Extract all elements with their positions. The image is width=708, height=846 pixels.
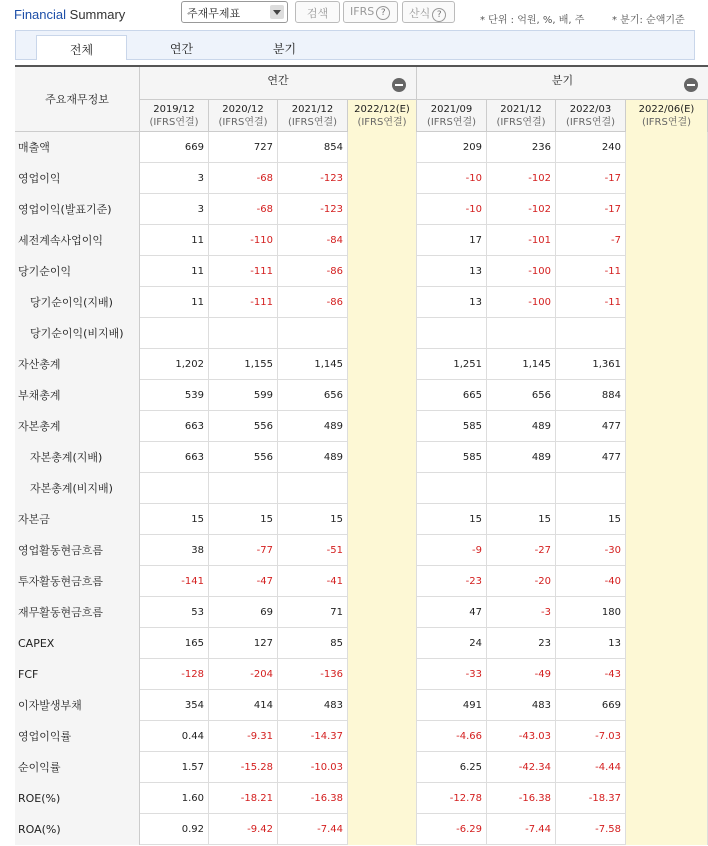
table-cell: [626, 287, 708, 318]
table-cell: -7.44: [278, 814, 348, 845]
table-cell: 489: [487, 411, 556, 442]
row-label: 영업이익률: [15, 721, 140, 752]
table-cell: [626, 721, 708, 752]
table-cell: -10.03: [278, 752, 348, 783]
tab-annual[interactable]: 연간: [169, 42, 194, 56]
table-cell: [626, 132, 708, 163]
statement-select-value: 주재무제표: [187, 7, 241, 20]
table-cell: [626, 256, 708, 287]
column-basis: (IFRS연결): [218, 117, 268, 128]
table-cell: [626, 752, 708, 783]
formula-label: 산식: [409, 7, 431, 20]
table-cell: 489: [278, 411, 348, 442]
row-label: 자본총계: [15, 411, 140, 442]
table-cell: -11: [556, 287, 626, 318]
quarter-basis-note: * 분기: 순액기준: [612, 15, 685, 26]
table-cell: 23: [487, 628, 556, 659]
table-cell: -27: [487, 535, 556, 566]
table-cell: -30: [556, 535, 626, 566]
title-summary: Summary: [69, 7, 126, 22]
table-cell: [348, 659, 417, 690]
column-date: 2021/09: [430, 104, 473, 115]
table-cell: 669: [140, 132, 209, 163]
table-row: [15, 442, 708, 473]
table-row: [15, 597, 708, 628]
table-cell: [626, 783, 708, 814]
search-button[interactable]: 검색: [295, 1, 340, 23]
table-cell: 585: [417, 411, 487, 442]
column-date: 2022/12(E): [354, 104, 410, 115]
table-cell: 414: [209, 690, 278, 721]
table-cell: [626, 194, 708, 225]
table-row: [15, 163, 708, 194]
table-cell: -17: [556, 163, 626, 194]
column-date: 2020/12: [222, 104, 264, 115]
table-cell: [626, 442, 708, 473]
table-cell: 13: [417, 287, 487, 318]
column-header: [556, 100, 626, 132]
table-cell: [556, 473, 626, 504]
table-cell: -23: [417, 566, 487, 597]
table-cell: 0.92: [140, 814, 209, 845]
table-cell: 663: [140, 442, 209, 473]
table-cell: 727: [209, 132, 278, 163]
quarter-group-label: 분기: [551, 74, 574, 87]
table-cell: -204: [209, 659, 278, 690]
row-label: ROE(%): [15, 783, 140, 814]
table-cell: -18.37: [556, 783, 626, 814]
table-cell: [626, 349, 708, 380]
table-cell: -86: [278, 256, 348, 287]
table-cell: [348, 721, 417, 752]
table-cell: 240: [556, 132, 626, 163]
table-cell: 3: [140, 194, 209, 225]
table-cell: 209: [417, 132, 487, 163]
table-cell: [626, 597, 708, 628]
help-icon: ?: [432, 8, 446, 22]
table-cell: -136: [278, 659, 348, 690]
table-cell: -9.31: [209, 721, 278, 752]
table-cell: [626, 473, 708, 504]
table-cell: -16.38: [278, 783, 348, 814]
unit-note: * 단위 : 억원, %, 배, 주: [480, 15, 585, 26]
table-cell: 127: [209, 628, 278, 659]
row-label: 자본총계(비지배): [15, 473, 140, 504]
table-cell: [626, 628, 708, 659]
page-title: [14, 7, 125, 22]
row-label: 부채총계: [15, 380, 140, 411]
collapse-annual-icon[interactable]: [392, 78, 406, 92]
table-cell: -6.29: [417, 814, 487, 845]
table-cell: -86: [278, 287, 348, 318]
row-label: 당기순이익(지배): [15, 287, 140, 318]
table-cell: -102: [487, 194, 556, 225]
table-cell: 483: [278, 690, 348, 721]
table-cell: [348, 752, 417, 783]
table-cell: [348, 256, 417, 287]
table-cell: 1.57: [140, 752, 209, 783]
quarter-group-header: [417, 67, 708, 100]
annual-group-header: [140, 67, 417, 100]
table-row: [15, 690, 708, 721]
column-basis: (IFRS연결): [287, 117, 338, 128]
table-row: [15, 752, 708, 783]
table-cell: -111: [209, 256, 278, 287]
column-header: [348, 100, 417, 132]
table-cell: [348, 442, 417, 473]
row-label: 자본총계(지배): [15, 442, 140, 473]
table-cell: -7.03: [556, 721, 626, 752]
table-cell: -9.42: [209, 814, 278, 845]
column-date: 2021/12: [500, 104, 542, 115]
statement-select[interactable]: [181, 1, 288, 23]
table-cell: 599: [209, 380, 278, 411]
table-cell: -4.44: [556, 752, 626, 783]
table-cell: -33: [417, 659, 487, 690]
table-cell: [278, 473, 348, 504]
formula-help-button[interactable]: [402, 1, 455, 23]
table-cell: [626, 225, 708, 256]
table-cell: 15: [487, 504, 556, 535]
row-label: 자본금: [15, 504, 140, 535]
table-cell: 1,155: [209, 349, 278, 380]
table-cell: -123: [278, 194, 348, 225]
table-cell: -84: [278, 225, 348, 256]
table-cell: 11: [140, 287, 209, 318]
table-cell: -68: [209, 194, 278, 225]
table-cell: -100: [487, 256, 556, 287]
table-row: [15, 473, 708, 504]
table-cell: -7: [556, 225, 626, 256]
table-row: [15, 287, 708, 318]
row-label: 재무활동현금흐름: [15, 597, 140, 628]
table-cell: -14.37: [278, 721, 348, 752]
column-header: [140, 100, 209, 132]
row-label: 영업이익(발표기준): [15, 194, 140, 225]
table-cell: [348, 225, 417, 256]
table-cell: -47: [209, 566, 278, 597]
table-cell: 585: [417, 442, 487, 473]
table-cell: 15: [140, 504, 209, 535]
table-cell: -3: [487, 597, 556, 628]
table-cell: -18.21: [209, 783, 278, 814]
table-cell: [626, 380, 708, 411]
table-cell: -43: [556, 659, 626, 690]
table-cell: -17: [556, 194, 626, 225]
table-cell: 489: [278, 442, 348, 473]
help-icon: ?: [376, 6, 390, 20]
table-cell: 236: [487, 132, 556, 163]
row-label: 투자활동현금흐름: [15, 566, 140, 597]
table-cell: -12.78: [417, 783, 487, 814]
table-cell: 3: [140, 163, 209, 194]
table-cell: 663: [140, 411, 209, 442]
table-cell: [556, 318, 626, 349]
row-label: 매출액: [15, 132, 140, 163]
table-cell: 491: [417, 690, 487, 721]
table-cell: -40: [556, 566, 626, 597]
table-cell: 1.60: [140, 783, 209, 814]
column-date: 2022/03: [569, 104, 612, 115]
row-label: 당기순이익(비지배): [15, 318, 140, 349]
row-label: 세전계속사업이익: [15, 225, 140, 256]
table-cell: 13: [417, 256, 487, 287]
table-cell: 0.44: [140, 721, 209, 752]
table-cell: [348, 535, 417, 566]
table-cell: -10: [417, 194, 487, 225]
table-cell: [348, 194, 417, 225]
tab-quarter[interactable]: 분기: [272, 42, 297, 56]
row-label: 순이익률: [15, 752, 140, 783]
table-cell: 483: [487, 690, 556, 721]
table-row: [15, 380, 708, 411]
column-basis: (IFRS연결): [496, 117, 546, 128]
table-cell: 13: [556, 628, 626, 659]
table-cell: 15: [278, 504, 348, 535]
table-cell: 354: [140, 690, 209, 721]
column-date: 2021/12: [291, 104, 334, 115]
table-cell: -4.66: [417, 721, 487, 752]
table-cell: [626, 411, 708, 442]
table-cell: -111: [209, 287, 278, 318]
financial-table: [15, 65, 708, 845]
table-cell: 11: [140, 225, 209, 256]
chevron-down-icon: [270, 5, 284, 19]
table-cell: [626, 690, 708, 721]
table-cell: [348, 411, 417, 442]
table-cell: 665: [417, 380, 487, 411]
period-tabs: [15, 30, 695, 60]
annual-group-label: 연간: [267, 74, 289, 87]
row-label: FCF: [15, 659, 140, 690]
table-row: [15, 814, 708, 845]
column-basis: (IFRS연결): [149, 117, 199, 128]
table-cell: [348, 163, 417, 194]
column-header: [487, 100, 556, 132]
table-cell: [348, 566, 417, 597]
table-cell: [626, 814, 708, 845]
table-cell: 477: [556, 442, 626, 473]
column-date: 2022/06(E): [638, 104, 695, 115]
table-cell: 38: [140, 535, 209, 566]
ifrs-help-button[interactable]: [343, 1, 398, 23]
table-cell: 6.25: [417, 752, 487, 783]
table-cell: 556: [209, 442, 278, 473]
table-cell: [348, 783, 417, 814]
table-cell: 180: [556, 597, 626, 628]
table-cell: 884: [556, 380, 626, 411]
table-cell: 854: [278, 132, 348, 163]
table-cell: [348, 318, 417, 349]
table-cell: 165: [140, 628, 209, 659]
table-cell: 69: [209, 597, 278, 628]
table-cell: -41: [278, 566, 348, 597]
table-cell: [348, 349, 417, 380]
table-cell: -9: [417, 535, 487, 566]
table-row: [15, 628, 708, 659]
column-header: [417, 100, 487, 132]
table-cell: [487, 318, 556, 349]
table-cell: [348, 504, 417, 535]
table-cell: -101: [487, 225, 556, 256]
table-cell: -49: [487, 659, 556, 690]
table-cell: [209, 318, 278, 349]
row-label: 자산총계: [15, 349, 140, 380]
column-basis: (IFRS연결): [565, 117, 616, 128]
table-cell: 477: [556, 411, 626, 442]
table-cell: -20: [487, 566, 556, 597]
table-cell: 1,145: [487, 349, 556, 380]
table-cell: 656: [278, 380, 348, 411]
table-cell: [348, 473, 417, 504]
table-cell: [348, 132, 417, 163]
table-row: [15, 566, 708, 597]
table-cell: -77: [209, 535, 278, 566]
column-header: [626, 100, 708, 132]
table-cell: 47: [417, 597, 487, 628]
title-financial: Financial: [14, 7, 67, 22]
column-header: [209, 100, 278, 132]
row-label: 영업활동현금흐름: [15, 535, 140, 566]
table-row: [15, 721, 708, 752]
table-cell: 656: [487, 380, 556, 411]
table-row: [15, 225, 708, 256]
table-cell: 669: [556, 690, 626, 721]
table-cell: [487, 473, 556, 504]
table-cell: [348, 287, 417, 318]
table-cell: [278, 318, 348, 349]
tab-all[interactable]: 전체: [36, 35, 127, 60]
table-row: [15, 256, 708, 287]
table-cell: [417, 318, 487, 349]
table-cell: -123: [278, 163, 348, 194]
table-row: [15, 504, 708, 535]
table-cell: -7.58: [556, 814, 626, 845]
table-cell: -43.03: [487, 721, 556, 752]
table-cell: [626, 504, 708, 535]
table-cell: -100: [487, 287, 556, 318]
row-label: 이자발생부채: [15, 690, 140, 721]
table-cell: -10: [417, 163, 487, 194]
table-cell: 1,202: [140, 349, 209, 380]
table-cell: 1,251: [417, 349, 487, 380]
table-cell: -42.34: [487, 752, 556, 783]
table-cell: [209, 473, 278, 504]
table-cell: 1,145: [278, 349, 348, 380]
table-cell: -7.44: [487, 814, 556, 845]
table-row: [15, 318, 708, 349]
table-cell: 556: [209, 411, 278, 442]
table-cell: 15: [556, 504, 626, 535]
table-cell: 85: [278, 628, 348, 659]
table-cell: [140, 473, 209, 504]
column-date: 2019/12: [153, 104, 195, 115]
table-cell: [348, 597, 417, 628]
table-cell: [348, 628, 417, 659]
table-cell: -51: [278, 535, 348, 566]
table-cell: [626, 659, 708, 690]
row-label: CAPEX: [15, 628, 140, 659]
table-row: [15, 411, 708, 442]
table-cell: -110: [209, 225, 278, 256]
table-cell: [417, 473, 487, 504]
table-cell: -15.28: [209, 752, 278, 783]
column-header: [278, 100, 348, 132]
table-row: [15, 535, 708, 566]
row-label: 영업이익: [15, 163, 140, 194]
table-cell: 24: [417, 628, 487, 659]
table-cell: [626, 566, 708, 597]
table-cell: 71: [278, 597, 348, 628]
table-header: [15, 67, 708, 132]
table-cell: [626, 318, 708, 349]
table-cell: 11: [140, 256, 209, 287]
table-cell: [140, 318, 209, 349]
column-basis: (IFRS연결): [641, 117, 692, 128]
table-row: [15, 132, 708, 163]
table-cell: [348, 690, 417, 721]
table-cell: [348, 380, 417, 411]
table-cell: -141: [140, 566, 209, 597]
table-cell: 539: [140, 380, 209, 411]
table-row: [15, 349, 708, 380]
table-cell: 15: [209, 504, 278, 535]
table-row: [15, 194, 708, 225]
table-cell: -128: [140, 659, 209, 690]
table-cell: 17: [417, 225, 487, 256]
table-cell: [626, 163, 708, 194]
table-cell: -102: [487, 163, 556, 194]
table-cell: 53: [140, 597, 209, 628]
header-bar: [0, 0, 708, 30]
table-cell: -11: [556, 256, 626, 287]
table-row: [15, 783, 708, 814]
table-cell: -68: [209, 163, 278, 194]
collapse-quarter-icon[interactable]: [684, 78, 698, 92]
label-column-header: 주요재무정보: [15, 67, 140, 132]
table-cell: 1,361: [556, 349, 626, 380]
row-label: ROA(%): [15, 814, 140, 845]
column-basis: (IFRS연결): [357, 117, 407, 128]
table-cell: 489: [487, 442, 556, 473]
column-basis: (IFRS연결): [426, 117, 477, 128]
row-label: 당기순이익: [15, 256, 140, 287]
table-row: [15, 659, 708, 690]
table-cell: [626, 535, 708, 566]
table-cell: -16.38: [487, 783, 556, 814]
table-cell: [348, 814, 417, 845]
table-cell: 15: [417, 504, 487, 535]
ifrs-label: IFRS: [350, 5, 375, 18]
